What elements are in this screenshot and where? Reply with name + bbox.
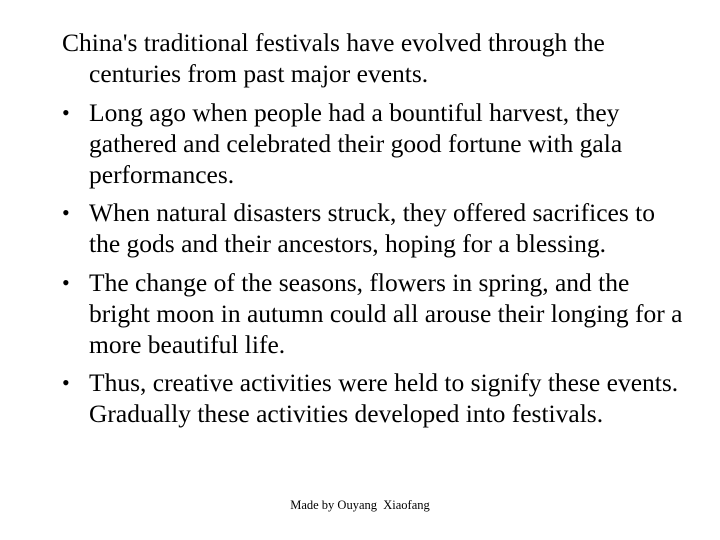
bullet-text: Long ago when people had a bountiful harvest, they gathered and celebrated their good fortune with gala performances. xyxy=(89,97,623,189)
bullet-text: Thus, creative activities were held to signify these events. Gradually these activities developed into festivals. xyxy=(89,368,679,428)
bullet-item xyxy=(62,197,692,259)
bullet-icon: • xyxy=(62,99,70,125)
intro-paragraph: China's traditional festivals have evolved through the centuries from past major events. xyxy=(62,28,605,88)
footer-credit: Made by Ouyang Xiaofang xyxy=(290,498,430,512)
slide-body xyxy=(62,27,692,437)
bullet-icon: • xyxy=(62,200,70,225)
bullet-text: When natural disasters struck, they offered sacrifices to the gods and their ancestors, hoping for a blessing. xyxy=(89,198,655,258)
bullet-icon: • xyxy=(62,269,70,295)
bullet-icon: • xyxy=(62,370,70,395)
bullet-item xyxy=(62,367,692,429)
bullet-text: The change of the seasons, flowers in spring, and the bright moon in autumn could all arouse their longing for a more beautiful life. xyxy=(89,267,683,359)
bullet-item xyxy=(62,267,692,360)
bullet-item xyxy=(62,97,692,190)
